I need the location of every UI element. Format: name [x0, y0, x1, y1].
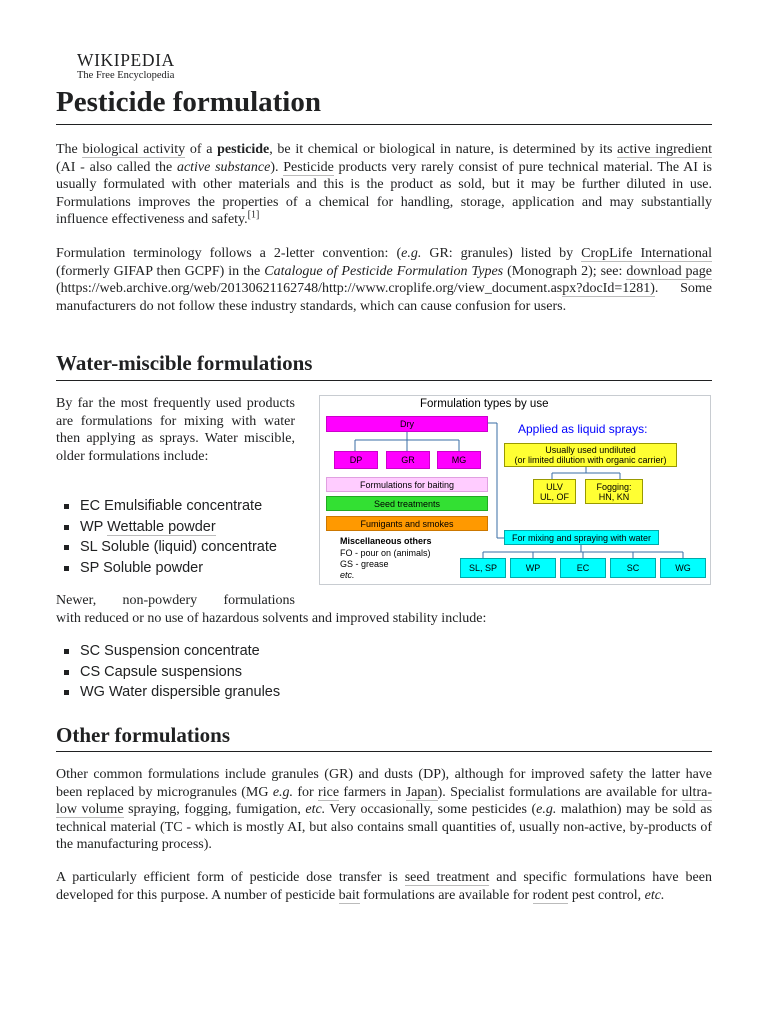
citation-1[interactable]: [1]: [247, 209, 260, 221]
link-bait[interactable]: bait: [338, 887, 360, 903]
logo-wordmark: WIKIPEDIA: [77, 50, 175, 70]
link-croplife[interactable]: CropLife International: [581, 246, 712, 261]
box-dp: DP: [334, 451, 378, 469]
water-list-older: [62, 496, 277, 578]
intro-paragraph-1: The biological activity of a pesticide, be it chemical or biological in nature, is determined by its active ingredient (AI - also called the active substance). Pesticide products very rarely consist of pure technical material. The AI is usually formulated with other materials and this is the product as sold, but it may be further diluted in use. Formulations improves the properties of a chemical for handling, storage, application and may substantially influence effectiveness and safety.[1]: [56, 142, 712, 227]
link-ultra-low-volume[interactable]: ultra-low volume: [56, 784, 712, 817]
title-rule: [56, 124, 712, 125]
list-item: SP Soluble powder: [62, 558, 277, 579]
list-item: SL Soluble (liquid) concentrate: [62, 537, 277, 558]
logo-tagline: The Free Encyclopedia: [77, 70, 175, 81]
box-ec: EC: [560, 558, 606, 578]
link-seed-treatment[interactable]: seed treatment: [404, 870, 490, 885]
water-paragraph-2b: with reduced or no use of hazardous solvents and improved stability include:: [56, 611, 487, 626]
link-download-page[interactable]: download page: [626, 263, 712, 279]
box-baiting: Formulations for baiting: [326, 477, 488, 492]
link-download-url-end[interactable]: px?docId=1281): [562, 281, 655, 296]
box-seed-treatments: Seed treatments: [326, 496, 488, 511]
box-wp: WP: [510, 558, 556, 578]
section-rule-other: [56, 751, 712, 752]
intro-paragraph-2: Formulation terminology follows a 2-letter convention: (e.g. GR: granules) listed by CropLife International (formerly GIFAP then GCPF) in the Catalogue of Pesticide Formulation Types (Monograph 2); see: download page (https://web.archive.org/web/20130621162748/http://www.croplife.org/view_document.aspx?docId=1281). Some manufacturers do not follow these industry standards, which can cause confusion for users.: [56, 246, 712, 314]
list-item: EC Emulsifiable concentrate: [62, 496, 277, 517]
box-fogging: Fogging: HN, KN: [585, 479, 643, 504]
list-item: WP Wettable powder: [62, 517, 277, 538]
water-paragraph-1: By far the most frequently used products are formulations for mixing with water then applying as sprays. Water miscible, older formulations include:: [56, 396, 295, 464]
box-wg: WG: [660, 558, 706, 578]
other-paragraph-1: Other common formulations include granules (GR) and dusts (DP), although for improved safety the latter have been replaced by microgranules (MG e.g. for rice farmers in Japan). Specialist formulations are available for ultra-low volume spraying, fogging, fumigation, etc. Very occasionally, some pesticides (e.g. malathion) may be sold as technical material (TC - which is mostly AI, but also contains small quantities of, usually non-active, by-products of the manufacturing process).: [56, 767, 713, 852]
link-japan[interactable]: Japan: [405, 784, 438, 800]
list-item: WG Water dispersible granules: [62, 682, 280, 703]
link-active-ingredient[interactable]: active ingredient: [617, 142, 712, 157]
other-paragraph-2: A particularly efficient form of pesticide dose transfer is seed treatment and specific formulations have been developed for this purpose. A number of pesticide bait formulations are available for rodent pest control, etc.: [56, 870, 712, 903]
link-rice[interactable]: rice: [318, 784, 340, 800]
liquid-sprays-title: Applied as liquid sprays:: [518, 422, 648, 436]
link-wettable-powder[interactable]: Wettable powder: [107, 518, 216, 535]
box-dry: Dry: [326, 416, 488, 432]
heading-other-formulations: Other formulations: [56, 723, 231, 747]
link-biological-activity[interactable]: biological activity: [82, 142, 186, 157]
figure-title: Formulation types by use: [420, 398, 549, 410]
link-rodent[interactable]: rodent: [532, 887, 569, 903]
box-sl-sp: SL, SP: [460, 558, 506, 578]
link-pesticide[interactable]: Pesticide: [283, 159, 334, 175]
box-fumigants: Fumigants and smokes: [326, 516, 488, 531]
box-mg: MG: [437, 451, 481, 469]
water-list-newer: [62, 641, 280, 703]
misc-title: Miscellaneous others: [340, 536, 432, 546]
heading-water-miscible: Water-miscible formulations: [56, 351, 313, 375]
misc-item-2: GS - grease: [340, 559, 389, 569]
list-item: SC Suspension concentrate: [62, 641, 280, 662]
wikipedia-logo[interactable]: [77, 50, 175, 82]
formulation-types-figure[interactable]: [319, 395, 711, 585]
list-item: CS Capsule suspensions: [62, 662, 280, 683]
water-paragraph-2a: Newer, non-powdery formulations: [56, 593, 295, 608]
section-rule-water: [56, 380, 712, 381]
box-gr: GR: [386, 451, 430, 469]
misc-item-3: etc.: [340, 570, 355, 580]
page-title: Pesticide formulation: [56, 86, 321, 118]
misc-item-1: FO - pour on (animals): [340, 548, 431, 558]
bold-pesticide: pesticide: [217, 142, 270, 157]
box-sc: SC: [610, 558, 656, 578]
box-ulv: ULV UL, OF: [533, 479, 576, 504]
box-usually-undiluted: Usually used undiluted (or limited dilution with organic carrier): [504, 443, 677, 467]
box-mixing-spraying: For mixing and spraying with water: [504, 530, 659, 545]
